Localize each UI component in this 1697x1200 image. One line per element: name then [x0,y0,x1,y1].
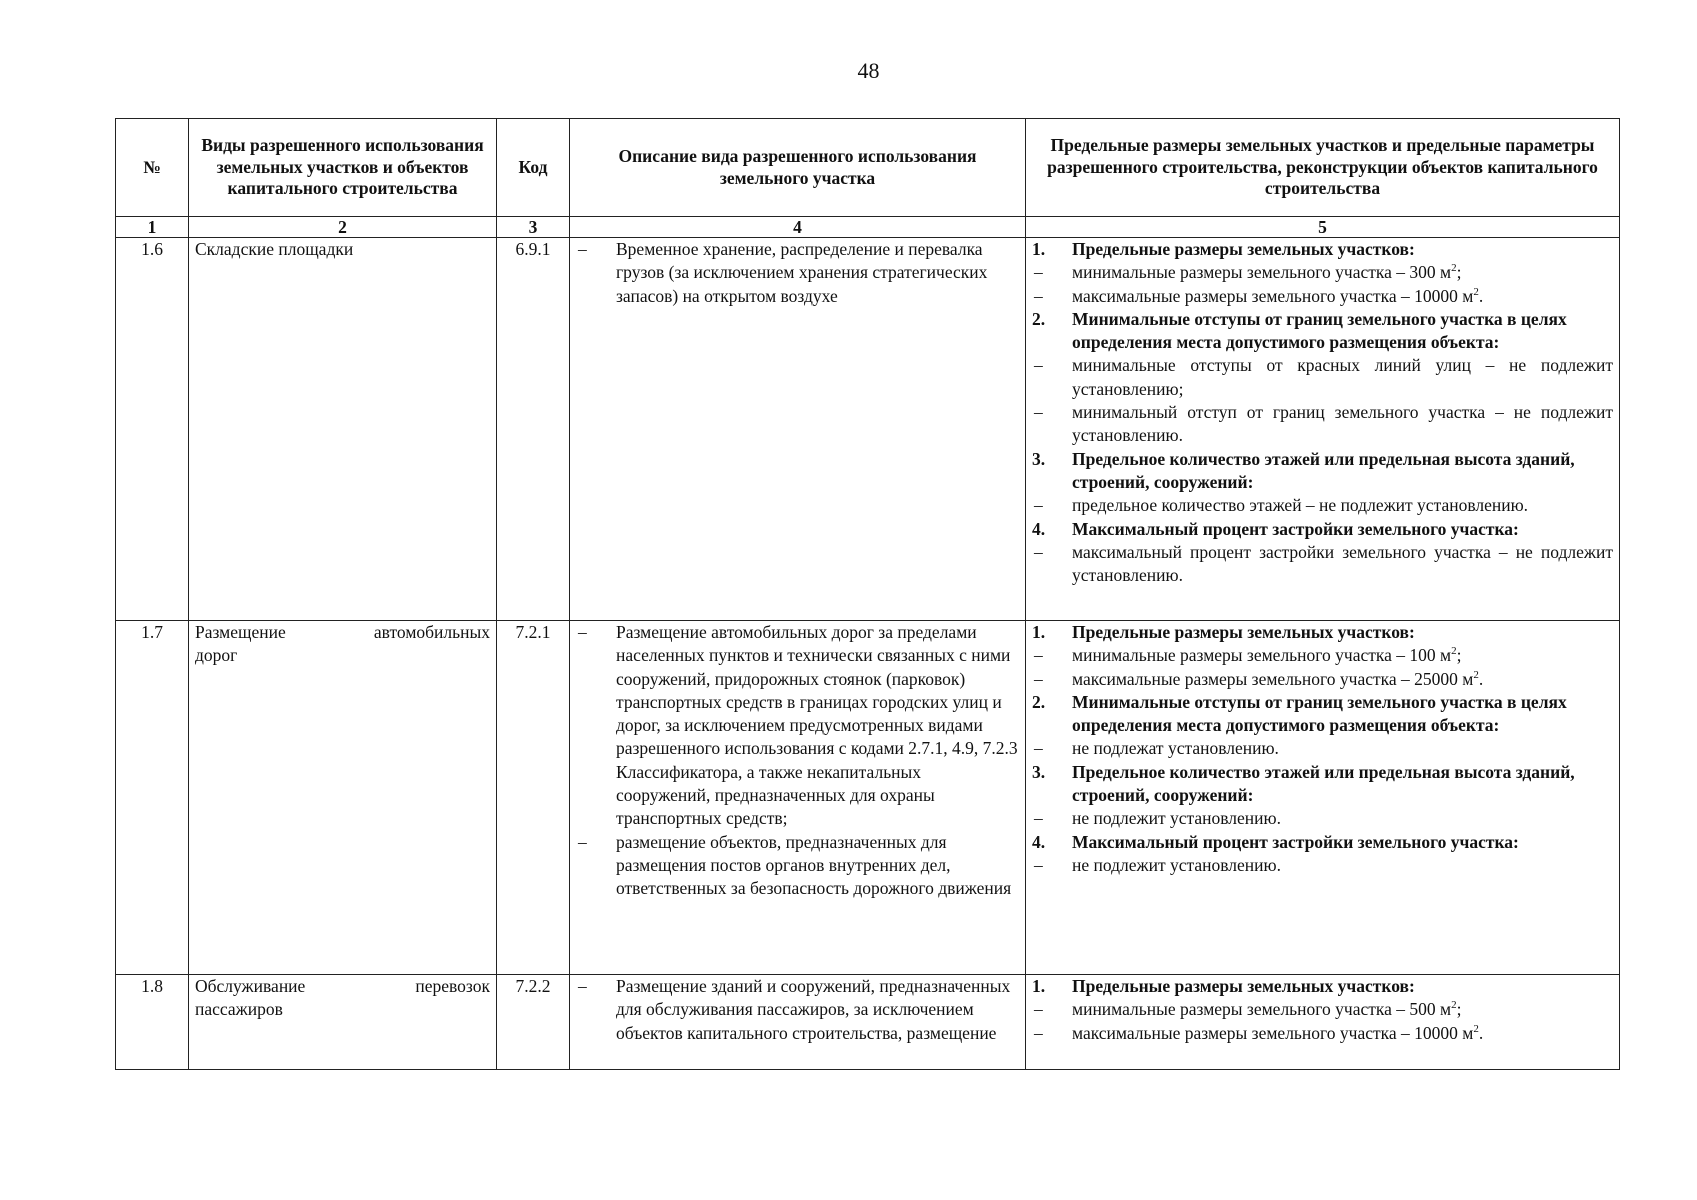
limit-item: – минимальные размеры земельного участка – 100 $м^2$; [1032,644,1613,667]
row-type-name: Размещение автомобильных дорог [189,621,497,975]
limit-heading: 3. Предельное количество этажей или предельная высота зданий, строений, сооружений: [1032,448,1575,492]
header-limits: Предельные размеры земельных участков и предельные параметры разрешенного строительства, реконструкции объектов капитального строительства [1026,119,1620,217]
column-number: 3 [497,217,570,238]
table-header-row [116,119,1620,217]
description-item: – Размещение зданий и сооружений, предназначенных для обслуживания пассажиров, за исключением объектов капитального строительства, размещение [576,975,1019,1045]
row-code: 6.9.1 [497,238,570,621]
limit-heading: 2. Минимальные отступы от границ земельного участка в целях определения места допустимого размещения объекта: [1032,691,1567,736]
limit-item: – максимальные размеры земельного участка – 25000 $м^2$. [1032,668,1613,691]
table-row [116,975,1620,1070]
row-number: 1.8 [116,975,189,1070]
limit-heading: 2. Минимальные отступы от границ земельного участка в целях определения места допустимого размещения объекта: [1032,308,1567,353]
page-number: 48 [857,58,880,83]
limit-heading: 4. Максимальный процент застройки земельного участка: [1032,831,1519,852]
limit-item: – максимальные размеры земельного участка – 10000 $м^2$. [1032,285,1613,308]
table-row [116,621,1620,975]
header-type: Виды разрешенного использования земельных участков и объектов капитального строительства [189,119,497,217]
column-number: 5 [1026,217,1620,238]
row-type-name: Складские площадки [189,238,497,621]
header-no: № [116,119,189,217]
limit-heading: 1. Предельные размеры земельных участков: [1032,976,1415,996]
row-limits [1026,621,1620,975]
table-row [116,238,1620,621]
limit-item: – максимальные размеры земельного участка – 10000 $м^2$. [1032,1022,1613,1045]
limit-item: – минимальные размеры земельного участка – 300 $м^2$; [1032,261,1613,284]
limit-heading: 1. Предельные размеры земельных участков: [1032,622,1415,642]
limit-item: – не подлежат установлению. [1032,737,1613,760]
row-description [570,238,1026,621]
limit-heading: 1. Предельные размеры земельных участков: [1032,239,1415,259]
row-number: 1.7 [116,621,189,975]
description-item: – Размещение автомобильных дорог за пределами населенных пунктов и технически связанных с ними сооружений, придорожных стоянок (парковок) транспортных средств в границах городских улиц и дорог, за исключением предусмотренных видами разрешенного использования с кодами 2.7.1, 4.9, 7.2.3 Классификатора, а также некапитальных сооружений, предназначенных для охраны транспортных средств; [576,621,1019,831]
row-limits [1026,238,1620,621]
row-number: 1.6 [116,238,189,621]
row-code: 7.2.1 [497,621,570,975]
header-code: Код [497,119,570,217]
row-code: 7.2.2 [497,975,570,1070]
column-number-row [116,217,1620,238]
column-number: 2 [189,217,497,238]
row-description [570,975,1026,1070]
description-item: – размещение объектов, предназначенных для размещения постов органов внутренних дел, ответственных за безопасность дорожного движения [576,831,1019,901]
limit-item: – минимальные отступы от красных линий улиц – не подлежит установлению; [1032,354,1613,401]
land-use-table [115,118,1620,1070]
description-item: – Временное хранение, распределение и перевалка грузов (за исключением хранения стратегических запасов) на открытом воздухе [576,238,1019,308]
row-limits [1026,975,1620,1070]
limit-heading: 3. Предельное количество этажей или предельная высота зданий, строений, сооружений: [1032,761,1575,806]
limit-item: – минимальные размеры земельного участка – 500 $м^2$; [1032,998,1613,1021]
limit-item: – не подлежит установлению. [1032,807,1613,830]
column-number: 1 [116,217,189,238]
limit-heading: 4. Максимальный процент застройки земельного участка: [1032,518,1519,539]
limit-item: – минимальный отступ от границ земельного участка – не подлежит установлению. [1032,401,1613,448]
column-number: 4 [570,217,1026,238]
row-description [570,621,1026,975]
limit-item: – максимальный процент застройки земельного участка – не подлежит установлению. [1032,541,1613,588]
limit-item: – не подлежит установлению. [1032,854,1613,877]
limit-item: – предельное количество этажей – не подлежит установлению. [1032,494,1613,517]
header-description: Описание вида разрешенного использования земельного участка [570,119,1026,217]
row-type-name: Обслуживание перевозок пассажиров [189,975,497,1070]
